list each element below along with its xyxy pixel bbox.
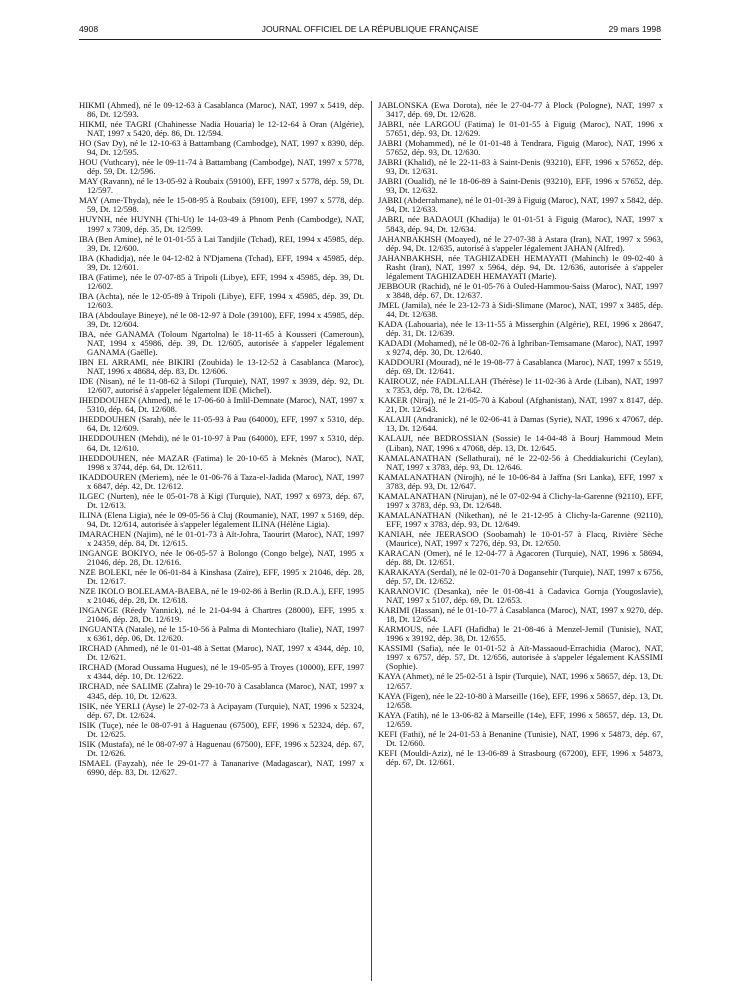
list-item: KARMOUS, née LAFI (Hafidha) le 21-08-46 à Menzel-Jemil (Tunisie), NAT, 1996 x 39192, dép. 38, Dt. 12/655. [378,624,663,644]
list-item: NZE BOLEKI, née le 06-01-84 à Kinshasa (Zaïre), EFF, 1995 x 21046, dép. 28, Dt. 12/617. [79,566,364,587]
list-item: KAKER (Niraj), né le 21-05-70 à Kaboul (Afghanistan), NAT, 1997 x 8147, dép. 21, Dt. 12/643. [378,395,663,415]
list-item: IKADDOUREN (Meriem), née le 01-06-76 à Taza-el-Jadida (Maroc), NAT, 1997 x 6847, dép. 42, Dt. 12/612. [79,471,364,491]
list-item: IHEDDOUHEN, née MAZAR (Fatima) le 20-10-65 à Meknès (Maroc), NAT, 1998 x 3744, dép. 64, Dt. 12/611. [79,452,364,472]
list-item: KAMALANATHAN (Nirujan), né le 07-02-94 à Clichy-la-Garenne (92110), EFF, 1997 x 3783, dép. 93, Dt. 12/648. [378,490,663,510]
journal-title: JOURNAL OFFICIEL DE LA RÉPUBLIQUE FRANÇAISE [261,24,479,34]
list-item: KARANOVIC (Desanka), née le 01-08-41 à Cadavica Gornja (Yougoslavie), NAT, 1997 x 5107, dép. 69, Dt. 12/653. [378,586,663,606]
list-item: IHEDDOUHEN (Sarah), née le 11-05-93 à Pau (64000), EFF, 1997 x 5310, dép. 64, Dt. 12/609. [79,414,364,434]
list-item: KALAIJI (Andranick), né le 02-06-41 à Damas (Syrie), NAT, 1996 x 47067, dép. 13, Dt. 12/644. [378,414,663,434]
list-item: IBA (Achta), née le 12-05-89 à Tripoli (Libye), EFF, 1994 x 45985, dép. 39, Dt. 12/603. [79,290,364,310]
list-item: HIKMI (Ahmed), né le 09-12-63 à Casablanca (Maroc), NAT, 1997 x 5419, dép. 86, Dt. 12/593. [79,100,364,120]
list-item: JABLONSKA (Ewa Dorota), née le 27-04-77 à Plock (Pologne), NAT, 1997 x 3417, dép. 69, Dt. 12/628. [378,100,663,120]
list-item: IBA (Fatime), née le 07-07-85 à Tripoli (Libye), EFF, 1994 x 45985, dép. 39, Dt. 12/602. [79,271,364,291]
list-item: IMARACHEN (Najim), né le 01-01-73 à Aït-Johra, Taourirt (Maroc), NAT, 1997 x 24359, dép. 84, Dt. 12/615. [79,528,364,548]
list-item: HO (Sav Dy), né le 12-10-63 à Battambang (Cambodge), NAT, 1997 x 8390, dép. 94, Dt. 12/595. [79,138,364,158]
list-item: ILGEC (Nurten), née le 05-01-78 à Kigi (Turquie), NAT, 1997 x 6973, dép. 67, Dt. 12/613. [79,490,364,510]
list-item: KAMALANATHAN (Sellathurai), né le 22-02-56 à Cheddiakurichi (Ceylan), NAT, 1997 x 3783, dép. 93, Dt. 12/646. [378,452,663,472]
publication-date: 29 mars 1998 [608,24,661,34]
page-number: 4908 [79,24,99,34]
list-item: KARIMI (Hassan), né le 01-10-77 à Casablanca (Maroc), NAT, 1997 x 9270, dép. 18, Dt. 12/654. [378,605,663,625]
list-item: KADADI (Mohamed), né le 08-02-76 à Ighriban-Temsamane (Maroc), NAT, 1997 x 9274, dép. 30, Dt. 12/640. [378,338,663,358]
list-item: KASSIMI (Safia), née le 01-01-52 à Aït-Massaoud-Errachidia (Maroc), NAT, 1997 x 6757, dép. 57, Dt. 12/656, autorisée à s'appeler légalement KASSIMI (Sophie). [378,643,663,672]
list-item: JAHANBAKHSH, née TAGHIZADEH HEMAYATI (Mahinch) le 09-02-40 à Rasht (Iran), NAT, 1997 x 5964, dép. 94, Dt. 12/636, autorisée à s'appeler légalement TAGHIZADEH HEMAYATI (Marie). [378,252,663,281]
header-rule [79,39,661,40]
list-item: IBN EL ARRAMI, née BIKIRI (Zoubida) le 13-12-52 à Casablanca (Maroc), NAT, 1996 x 48684, dép. 83, Dt. 12/606. [79,357,364,377]
list-item: KAIROUZ, née FADLALLAH (Thérèse) le 11-02-36 à Arde (Liban), NAT, 1997 x 7353, dép. 78, Dt. 12/642. [378,376,663,396]
left-column [79,101,364,778]
list-item: JABRI (Mohammed), né le 01-01-48 à Tendrara, Figuig (Maroc), NAT, 1996 x 57652, dép. 93, Dt. 12/630. [378,138,663,158]
list-item: HIKMI, née TAGRI (Chahinesse Nadia Houaria) le 12-12-64 à Oran (Algérie), NAT, 1997 x 5420, dép. 86, Dt. 12/594. [79,119,364,139]
list-item: MAY (Ravann), né le 13-05-92 à Roubaix (59100), EFF, 1997 x 5778, dép. 59, Dt. 12/597. [79,176,364,196]
list-item: IRCHAD, née SALIME (Zahra) le 29-10-70 à Casablanca (Maroc), NAT, 1997 x 4345, dép. 10, Dt. 12/623. [79,681,364,701]
list-item: JAHANBAKHSH (Moayed), né le 27-07-38 à Astara (Iran), NAT, 1997 x 5963, dép. 94, Dt. 12/635, autorisé à s'appeler légalement JAHAN (Alfred). [378,233,663,253]
list-item: IBA (Abdoulaye Bineye), né le 08-12-97 à Dole (39100), EFF, 1994 x 45985, dép. 39, Dt. 12/604. [79,309,364,329]
list-item: INGUANTA (Natale), né le 15-10-56 à Palma di Montechiaro (Italie), NAT, 1997 x 6361, dép. 06, Dt. 12/620. [79,624,364,644]
list-item: KARAKAYA (Serdal), né le 02-01-70 à Dogansehir (Turquie), NAT, 1997 x 6756, dép. 57, Dt. 12/652. [378,566,663,587]
list-item: IHEDDOUHEN (Mehdi), né le 01-10-97 à Pau (64000), EFF, 1997 x 5310, dép. 64, Dt. 12/610. [79,433,364,453]
list-item: IDE (Nisan), né le 11-08-62 à Silopi (Turquie), NAT, 1997 x 3939, dép. 92, Dt. 12/607, autorisé à s'appeler légalement IDE (Michel). [79,376,364,396]
list-item: ISIK (Mustafa), né le 08-07-97 à Haguenau (67500), EFF, 1996 x 52324, dép. 67, Dt. 12/626. [79,738,364,758]
list-item: IHEDDOUHEN (Ahmed), né le 17-06-60 à Imlil-Demnate (Maroc), NAT, 1997 x 5310, dép. 64, Dt. 12/608. [79,395,364,415]
list-item: KARACAN (Omer), né le 12-04-77 à Agacoren (Turquie), NAT, 1996 x 58694, dép. 88, Dt. 12/651. [378,547,663,567]
list-item: KAYA (Fatih), né le 13-06-82 à Marseille (14e), EFF, 1996 x 58657, dép. 13, Dt. 12/659. [378,709,663,729]
list-item: IRCHAD (Morad Oussama Hugues), né le 19-05-95 à Troyes (10000), EFF, 1997 x 4344, dép. 10, Dt. 12/622. [79,662,364,682]
column-divider [371,101,372,981]
list-item: HUYNH, née HUYNH (Thi-Ut) le 14-03-49 à Phnom Penh (Cambodge), NAT, 1997 x 7309, dép. 35, Dt. 12/599. [79,214,364,234]
list-item: KANIAH, née JEERASOO (Soobamah) le 10-01-57 à Flacq, Rivière Sèche (Maurice), NAT, 1997 x 7276, dép. 93, Dt. 12/650. [378,528,663,548]
list-item: IBA (Khadidja), née le 04-12-82 à N'Djamena (Tchad), EFF, 1994 x 45985, dép. 39, Dt. 12/601. [79,252,364,272]
list-item: HOU (Vuthcary), née le 09-11-74 à Battambang (Cambodge), NAT, 1997 x 5778, dép. 59, Dt. 12/596. [79,157,364,177]
list-item: JABRI (Khalid), né le 22-11-83 à Saint-Denis (93210), EFF, 1996 x 57652, dép. 93, Dt. 12/631. [378,157,663,177]
list-item: JMEL (Jamila), née le 23-12-73 à Sidi-Slimane (Maroc), NAT, 1997 x 3485, dép. 44, Dt. 12/638. [378,299,663,319]
page-header [79,24,661,38]
list-item: KAMALANATHAN (Nikethan), né le 21-12-95 à Clichy-la-Garenne (92110), EFF, 1997 x 3783, dép. 93, Dt. 12/649. [378,509,663,529]
list-item: JABRI, née BADAOUI (Khadija) le 01-01-51 à Figuig (Maroc), NAT, 1997 x 5843, dép. 94, Dt. 12/634. [378,214,663,234]
list-item: IRCHAD (Ahmed), né le 01-01-48 à Settat (Maroc), NAT, 1997 x 4344, dép. 10, Dt. 12/621. [79,643,364,663]
list-item: KEFI (Mouldi-Aziz), né le 13-06-89 à Strasbourg (67200), EFF, 1996 x 54873, dép. 67, Dt. 12/661. [378,747,663,767]
list-item: IBA (Ben Amine), né le 01-01-55 à Lai Tandjile (Tchad), REI, 1994 x 45985, dép. 39, Dt. 12/600. [79,233,364,253]
list-item: KAYA (Ahmet), né le 25-02-51 à Ispir (Turquie), NAT, 1996 x 58657, dép. 13, Dt. 12/657. [378,671,663,691]
list-item: KEFI (Fathi), né le 24-01-53 à Benanine (Tunisie), NAT, 1996 x 54873, dép. 67, Dt. 12/660. [378,728,663,748]
list-item: KADA (Lahouaria), née le 13-11-55 à Misserghin (Algérie), REI, 1996 x 28647, dép. 31, Dt. 12/639. [378,318,663,339]
list-item: JABRI (Abderrahmane), né le 01-01-39 à Figuig (Maroc), NAT, 1997 x 5842, dép. 94, Dt. 12/633. [378,195,663,215]
list-item: MAY (Ame-Thyda), née le 15-08-95 à Roubaix (59100), EFF, 1997 x 5778, dép. 59, Dt. 12/598. [79,195,364,215]
list-item: KADDOURI (Mourad), né le 19-08-77 à Casablanca (Maroc), NAT, 1997 x 5519, dép. 69, Dt. 12/641. [378,357,663,377]
list-item: INGANGE (Réedy Yannick), né le 21-04-94 à Chartres (28000), EFF, 1995 x 21046, dép. 28, Dt. 12/619. [79,605,364,625]
list-item: NZE IKOLO BOLELAMA-BAEBA, né le 19-02-86 à Berlin (R.D.A.), EFF, 1995 x 21046, dép. 28, Dt. 12/618. [79,586,364,606]
list-item: ILINA (Elena Ligia), née le 09-05-56 à Cluj (Roumanie), NAT, 1997 x 5169, dép. 94, Dt. 12/614, autorisée à s'appeler légalement ILINA (Hélène Ligia). [79,509,364,529]
list-item: JABRI, née LARGOU (Fatima) le 01-01-55 à Figuig (Maroc), NAT, 1996 x 57651, dép. 93, Dt. 12/629. [378,119,663,139]
list-item: JEBBOUR (Rachid), né le 01-05-76 à Ouled-Hammou-Saiss (Maroc), NAT, 1997 x 3848, dép. 67, Dt. 12/637. [378,280,663,300]
list-item: KAMALANATHAN (Nirojh), né le 10-06-84 à Jaffna (Sri Lanka), EFF, 1997 x 3783, dép. 93, Dt. 12/647. [378,471,663,491]
list-item: ISIK, née YERLI (Ayse) le 27-02-73 à Acipayam (Turquie), NAT, 1996 x 52324, dép. 67, Dt. 12/624. [79,700,364,720]
list-item: IBA, née GANAMA (Toloum Ngartolna) le 18-11-65 à Kousseri (Cameroun), NAT, 1994 x 45986, dép. 39, Dt. 12/605, autorisée à s'appeler légalement GANAMA (Gaëlle). [79,328,364,358]
right-column [378,101,663,768]
list-item: KAYA (Figen), née le 22-10-80 à Marseille (16e), EFF, 1996 x 58657, dép. 13, Dt. 12/658. [378,690,663,710]
list-item: JABRI (Oualid), né le 18-06-89 à Saint-Denis (93210), EFF, 1996 x 57652, dép. 93, Dt. 12/632. [378,176,663,196]
list-item: KALAIJI, née BEDROSSIAN (Sossie) le 14-04-48 à Bourj Hammoud Metn (Liban), NAT, 1996 x 47068, dép. 13, Dt. 12/645. [378,433,663,453]
list-item: ISIK (Tuçe), née le 08-07-91 à Haguenau (67500), EFF, 1996 x 52324, dép. 67, Dt. 12/625. [79,719,364,739]
list-item: ISMAEL (Fayzah), née le 29-01-77 à Tananarive (Madagascar), NAT, 1997 x 6990, dép. 83, Dt. 12/627. [79,757,364,777]
list-item: INGANGE BOKIYO, née le 06-05-57 à Bolongo (Congo belge), NAT, 1995 x 21046, dép. 28, Dt. 12/616. [79,547,364,567]
